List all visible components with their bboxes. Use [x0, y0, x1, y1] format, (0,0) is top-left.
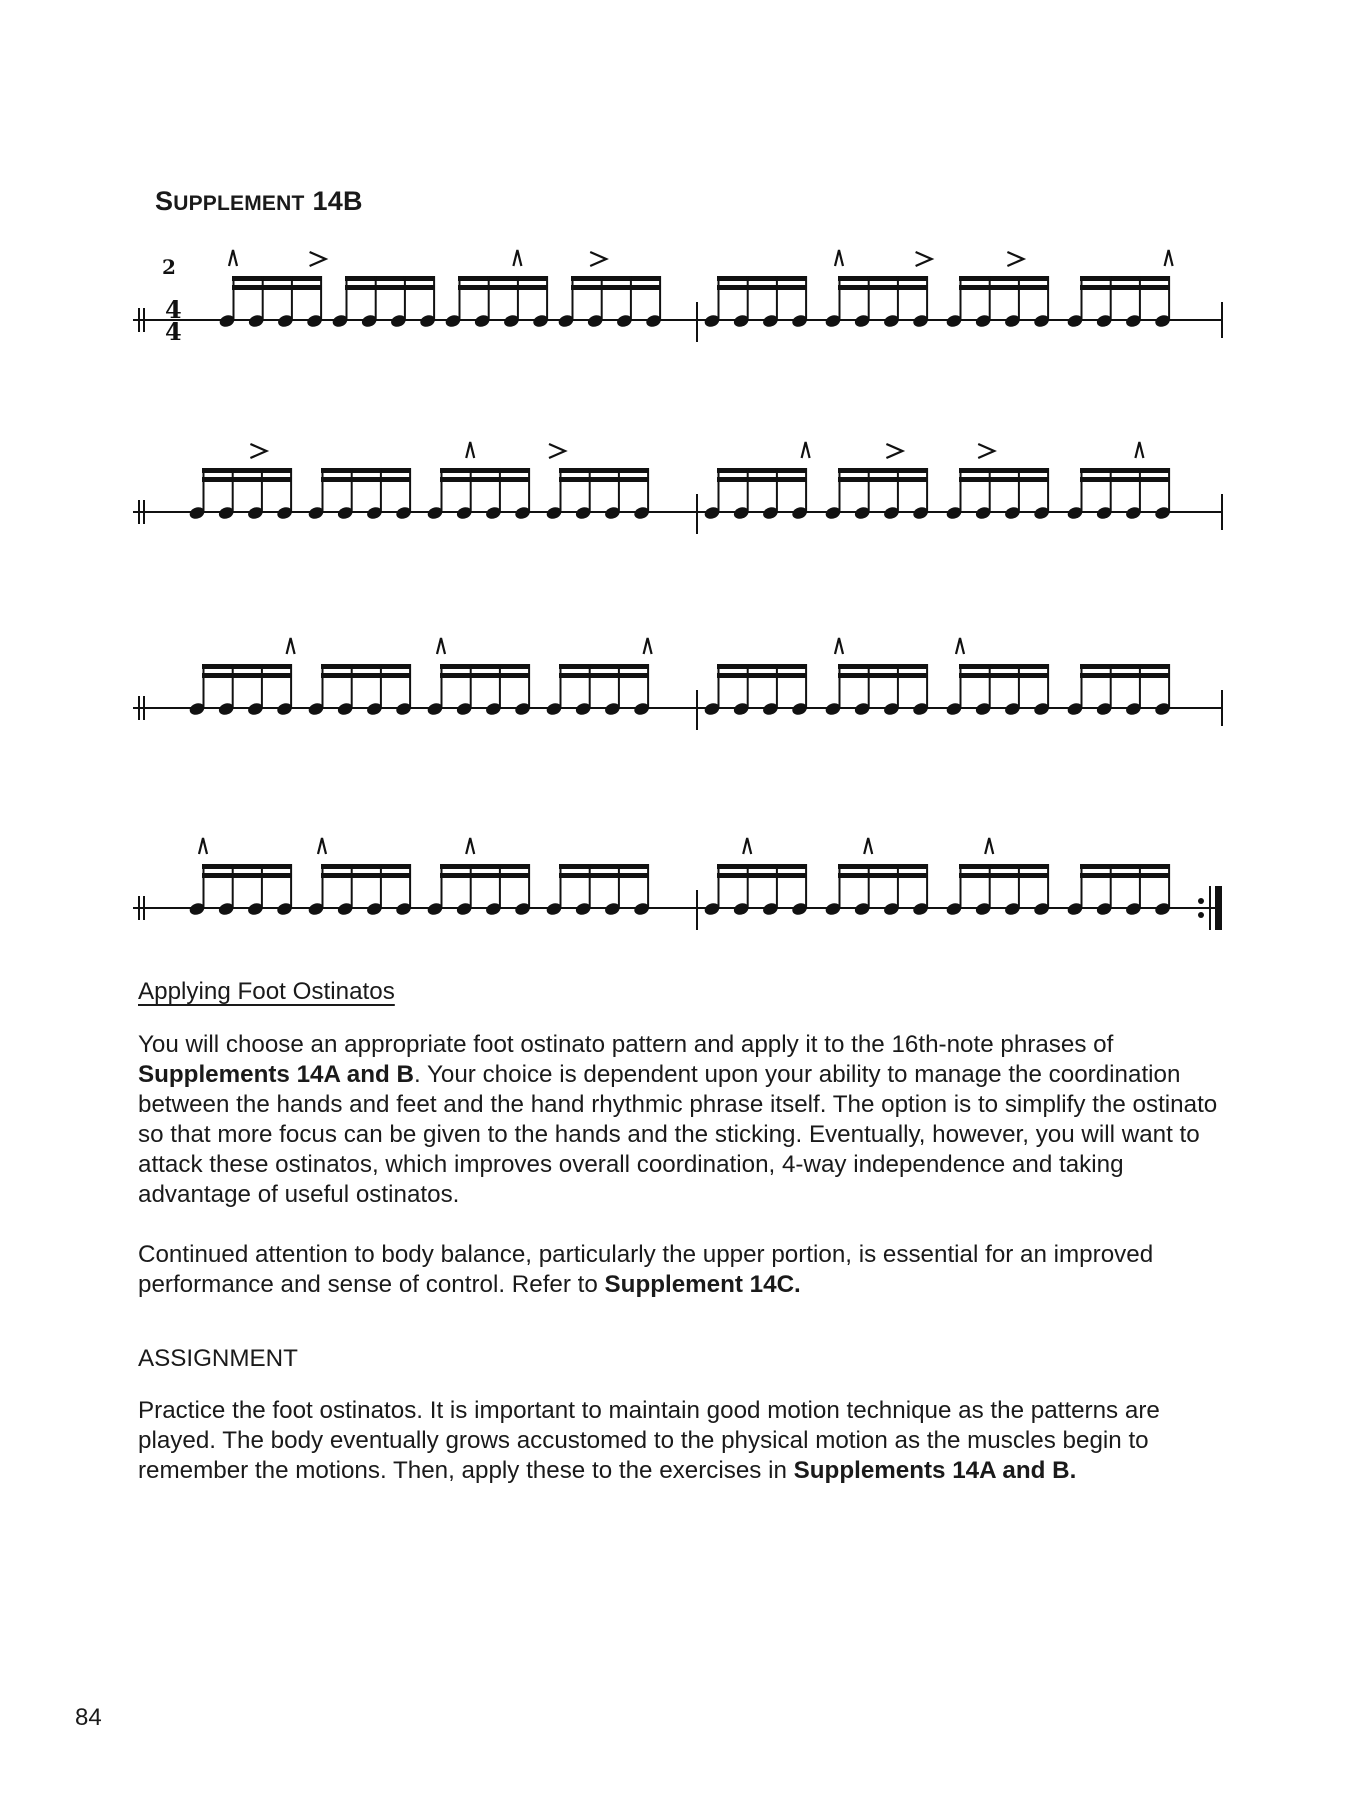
notation-system-3 — [0, 618, 1350, 798]
notation-system-1 — [0, 230, 1350, 410]
beam — [1080, 285, 1170, 290]
accent — [886, 444, 902, 458]
paragraph-1-bold: Supplements 14A and B — [138, 1061, 414, 1088]
beam — [440, 664, 530, 669]
supplement-title — [155, 186, 363, 217]
beam — [717, 276, 807, 281]
beam — [838, 468, 928, 473]
beam — [1080, 864, 1170, 869]
beam — [559, 673, 649, 678]
paragraph-2 — [138, 1240, 1228, 1300]
marcato-accent — [956, 638, 964, 654]
beam — [1080, 664, 1170, 669]
marcato-accent — [802, 442, 810, 458]
beam — [959, 864, 1049, 869]
marcato-accent — [318, 838, 326, 854]
page-number: 84 — [75, 1704, 102, 1731]
beam — [959, 285, 1049, 290]
beam — [838, 276, 928, 281]
beam — [838, 864, 928, 869]
beam — [1080, 276, 1170, 281]
exercise-number: 2 — [162, 255, 176, 279]
beam — [838, 477, 928, 482]
beam — [559, 664, 649, 669]
paragraph-2-bold: Supplement 14C. — [604, 1271, 801, 1298]
beam — [559, 864, 649, 869]
marcato-accent — [864, 838, 872, 854]
beam — [321, 673, 411, 678]
time-signature-bottom: 4 — [165, 317, 182, 346]
marcato-accent — [466, 838, 474, 854]
beam — [202, 673, 292, 678]
marcato-accent — [437, 638, 445, 654]
assignment-heading: ASSIGNMENT — [138, 1345, 298, 1372]
beam — [345, 276, 435, 281]
marcato-accent — [199, 838, 207, 854]
marcato-accent — [1165, 250, 1173, 266]
beam — [440, 873, 530, 878]
marcato-accent — [743, 838, 751, 854]
title-small-caps: UPPLEMENT — [173, 192, 305, 215]
marcato-accent — [835, 638, 843, 654]
marcato-accent — [1135, 442, 1143, 458]
beam — [321, 664, 411, 669]
marcato-accent — [229, 250, 237, 266]
beam — [717, 477, 807, 482]
beam — [458, 276, 548, 281]
beam — [959, 873, 1049, 878]
beam — [717, 285, 807, 290]
beam — [717, 664, 807, 669]
assignment-text-a: Practice the foot ostinatos. It is important to maintain good motion technique as the patterns are played. The body eventually grows accustomed to the physical motion as the muscles begin to remember the motions. Then, apply these to the exercises in — [138, 1397, 1160, 1484]
beam — [1080, 673, 1170, 678]
marcato-accent — [985, 838, 993, 854]
beam — [959, 477, 1049, 482]
staff-svg-2 — [0, 422, 1350, 602]
beam — [959, 673, 1049, 678]
beam — [440, 468, 530, 473]
beam — [959, 276, 1049, 281]
marcato-accent — [287, 638, 295, 654]
marcato-accent — [835, 250, 843, 266]
beam — [717, 873, 807, 878]
beam — [717, 468, 807, 473]
assignment-bold: Supplements 14A and B. — [793, 1457, 1077, 1484]
notation-system-2 — [0, 422, 1350, 602]
marcato-accent — [466, 442, 474, 458]
beam — [571, 285, 661, 290]
beam — [959, 468, 1049, 473]
beam — [202, 468, 292, 473]
beam — [321, 864, 411, 869]
beam — [571, 276, 661, 281]
beam — [838, 285, 928, 290]
beam — [345, 285, 435, 290]
accent — [1007, 252, 1023, 266]
beam — [202, 477, 292, 482]
accent — [916, 252, 932, 266]
paragraph-1 — [138, 1030, 1228, 1210]
time-signature-top: 4 — [165, 295, 182, 324]
beam — [321, 468, 411, 473]
assignment-paragraph — [138, 1396, 1228, 1486]
beam — [458, 285, 548, 290]
beam — [232, 276, 322, 281]
beam — [838, 873, 928, 878]
beam — [440, 673, 530, 678]
paragraph-1-text-a: You will choose an appropriate foot ostinato pattern and apply it to the 16th-note phrases of — [138, 1031, 1114, 1058]
paragraph-2-text-a: Continued attention to body balance, particularly the upper portion, is essential for an improved performance and sense of control. Refer to — [138, 1241, 1154, 1298]
beam — [959, 664, 1049, 669]
section-heading: Applying Foot Ostinatos — [138, 978, 395, 1005]
beam — [440, 477, 530, 482]
repeat-dot — [1198, 912, 1204, 918]
beam — [1080, 873, 1170, 878]
accent — [978, 444, 994, 458]
end-bar-thick — [1215, 886, 1222, 930]
beam — [559, 468, 649, 473]
marcato-accent — [513, 250, 521, 266]
beam — [202, 873, 292, 878]
staff-svg-1 — [0, 230, 1350, 410]
beam — [440, 864, 530, 869]
staff-svg-4 — [0, 818, 1350, 998]
staff-svg-3 — [0, 618, 1350, 798]
accent — [250, 444, 266, 458]
beam — [321, 477, 411, 482]
beam — [838, 664, 928, 669]
beam — [232, 285, 322, 290]
paragraph-1-text-c: . Your choice is dependent upon your ability to manage the coordination between the hands and feet and the hand rhythmic phrase itself. The option is to simplify the ostinato so that more focus can be given to the hands and the sticking. Eventually, however, you will want to attack these ostinatos, which improves overall coordination, 4-way independence and taking advantage of useful ostinatos. — [138, 1061, 1218, 1208]
title-initial: S — [155, 186, 174, 216]
accent — [310, 252, 326, 266]
beam — [838, 673, 928, 678]
beam — [321, 873, 411, 878]
beam — [1080, 468, 1170, 473]
notation-system-4 — [0, 818, 1350, 998]
beam — [559, 873, 649, 878]
accent — [590, 252, 606, 266]
beam — [1080, 477, 1170, 482]
beam — [202, 664, 292, 669]
accent — [549, 444, 565, 458]
marcato-accent — [644, 638, 652, 654]
beam — [202, 864, 292, 869]
repeat-dot — [1198, 898, 1204, 904]
beam — [717, 864, 807, 869]
beam — [717, 673, 807, 678]
title-number: 14B — [312, 186, 363, 216]
beam — [559, 477, 649, 482]
